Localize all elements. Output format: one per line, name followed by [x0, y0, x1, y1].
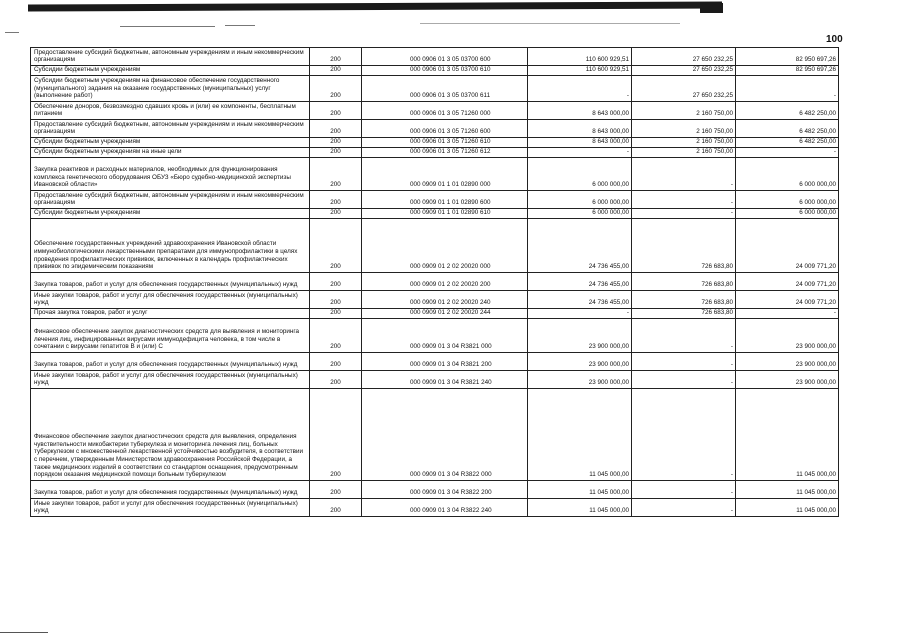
row-name: Иные закупки товаров, работ и услуг для обеспечения государственных (муниципальных) нужд	[31, 499, 310, 517]
budget-classification-code: 000 0906 01 3 05 71260 600	[362, 120, 528, 138]
budget-execution-table	[30, 47, 839, 517]
approved-amount: 6 000 000,00	[528, 209, 632, 219]
table-row	[31, 353, 839, 371]
admin-code: 200	[310, 148, 362, 158]
remaining-amount: 6 000 000,00	[736, 209, 839, 219]
approved-amount: 6 000 000,00	[528, 191, 632, 209]
executed-amount: 27 650 232,25	[632, 66, 736, 76]
approved-amount: 23 900 000,00	[528, 353, 632, 371]
budget-classification-code: 000 0906 01 3 05 71260 612	[362, 148, 528, 158]
admin-code: 200	[310, 219, 362, 273]
remaining-amount: 6 482 250,00	[736, 102, 839, 120]
approved-amount: 11 045 000,00	[528, 481, 632, 499]
budget-classification-code: 000 0909 01 3 04 R3821 200	[362, 353, 528, 371]
executed-amount: 2 160 750,00	[632, 102, 736, 120]
approved-amount: 23 900 000,00	[528, 371, 632, 389]
scan-edge-mark	[700, 3, 723, 13]
admin-code: 200	[310, 291, 362, 309]
row-name: Обеспечение доноров, безвозмездно сдавших кровь и (или) ее компоненты, бесплатным питанием	[31, 102, 310, 120]
remaining-amount: 23 900 000,00	[736, 319, 839, 353]
budget-classification-code: 000 0909 01 2 02 20020 244	[362, 309, 528, 319]
approved-amount: 110 600 929,51	[528, 48, 632, 66]
admin-code: 200	[310, 371, 362, 389]
admin-code: 200	[310, 209, 362, 219]
remaining-amount: -	[736, 148, 839, 158]
row-name: Субсидии бюджетным учреждениям	[31, 138, 310, 148]
executed-amount: -	[632, 319, 736, 353]
admin-code: 200	[310, 309, 362, 319]
page-number: 100	[826, 34, 843, 45]
remaining-amount: 24 009 771,20	[736, 291, 839, 309]
budget-classification-code: 000 0909 01 3 04 R3822 000	[362, 389, 528, 481]
remaining-amount: 82 950 697,26	[736, 48, 839, 66]
remaining-amount: 24 009 771,20	[736, 219, 839, 273]
row-name: Финансовое обеспечение закупок диагностических средств для выявления и мониторинга лечения лиц, инфицированных вирусами иммунодефицита человека, в том числе в сочетании с вирусами гепатитов В и (или) С	[31, 319, 310, 353]
admin-code: 200	[310, 273, 362, 291]
remaining-amount: 6 000 000,00	[736, 191, 839, 209]
executed-amount: -	[632, 499, 736, 517]
row-name: Закупка товаров, работ и услуг для обеспечения государственных (муниципальных) нужд	[31, 481, 310, 499]
admin-code: 200	[310, 138, 362, 148]
approved-amount: 11 045 000,00	[528, 499, 632, 517]
executed-amount: -	[632, 371, 736, 389]
admin-code: 200	[310, 76, 362, 102]
approved-amount: 8 643 000,00	[528, 102, 632, 120]
budget-classification-code: 000 0909 01 2 02 20020 200	[362, 273, 528, 291]
row-name: Закупка реактивов и расходных материалов, необходимых для функционирования комплекса генетического оборудования ОБУЗ «Бюро судебно-медицинской экспертизы Ивановской области»	[31, 158, 310, 191]
executed-amount: 2 160 750,00	[632, 138, 736, 148]
row-name: Предоставление субсидий бюджетным, автономным учреждениям и иным некоммерческим организациям	[31, 120, 310, 138]
executed-amount: -	[632, 158, 736, 191]
admin-code: 200	[310, 48, 362, 66]
remaining-amount: 6 000 000,00	[736, 158, 839, 191]
executed-amount: 726 683,80	[632, 291, 736, 309]
budget-classification-code: 000 0909 01 3 04 R3822 200	[362, 481, 528, 499]
table-row	[31, 191, 839, 209]
scan-artifact	[120, 26, 215, 27]
budget-classification-code: 000 0909 01 1 01 02890 000	[362, 158, 528, 191]
remaining-amount: 6 482 250,00	[736, 138, 839, 148]
remaining-amount: -	[736, 309, 839, 319]
approved-amount: 8 643 000,00	[528, 138, 632, 148]
approved-amount: 11 045 000,00	[528, 389, 632, 481]
approved-amount: 23 900 000,00	[528, 319, 632, 353]
scan-artifact	[420, 23, 680, 24]
table-row	[31, 148, 839, 158]
approved-amount: 6 000 000,00	[528, 158, 632, 191]
admin-code: 200	[310, 389, 362, 481]
table-row	[31, 120, 839, 138]
approved-amount: -	[528, 76, 632, 102]
scan-artifact	[0, 632, 48, 633]
table-row	[31, 102, 839, 120]
table-row	[31, 319, 839, 353]
executed-amount: 726 683,80	[632, 273, 736, 291]
budget-classification-code: 000 0906 01 3 05 03700 611	[362, 76, 528, 102]
row-name: Иные закупки товаров, работ и услуг для обеспечения государственных (муниципальных) нужд	[31, 371, 310, 389]
remaining-amount: 11 045 000,00	[736, 499, 839, 517]
remaining-amount: 11 045 000,00	[736, 481, 839, 499]
executed-amount: 2 160 750,00	[632, 148, 736, 158]
table-row	[31, 209, 839, 219]
row-name: Предоставление субсидий бюджетным, автономным учреждениям и иным некоммерческим организациям	[31, 191, 310, 209]
budget-classification-code: 000 0909 01 3 04 R3821 000	[362, 319, 528, 353]
admin-code: 200	[310, 158, 362, 191]
row-name: Обеспечение государственных учреждений здравоохранения Ивановской области иммунобиологическими лекарственными препаратами для иммунопрофилактики в целях проведения профилактических прививок, включенных в календарь профилактических прививок по эпидемическим показаниям	[31, 219, 310, 273]
row-name: Субсидии бюджетным учреждениям	[31, 66, 310, 76]
remaining-amount: 23 900 000,00	[736, 371, 839, 389]
budget-classification-code: 000 0906 01 3 05 71260 000	[362, 102, 528, 120]
admin-code: 200	[310, 499, 362, 517]
remaining-amount: 82 950 697,26	[736, 66, 839, 76]
table-row	[31, 371, 839, 389]
remaining-amount: -	[736, 76, 839, 102]
table-row	[31, 66, 839, 76]
approved-amount: 8 643 000,00	[528, 120, 632, 138]
table-row	[31, 273, 839, 291]
row-name: Субсидии бюджетным учреждениям	[31, 209, 310, 219]
table-row	[31, 138, 839, 148]
row-name: Субсидии бюджетным учреждениям на иные цели	[31, 148, 310, 158]
approved-amount: -	[528, 148, 632, 158]
budget-classification-code: 000 0909 01 2 02 20020 240	[362, 291, 528, 309]
remaining-amount: 6 482 250,00	[736, 120, 839, 138]
scan-edge-bar	[28, 1, 722, 11]
admin-code: 200	[310, 353, 362, 371]
scan-artifact	[225, 25, 255, 26]
budget-classification-code: 000 0909 01 3 04 R3822 240	[362, 499, 528, 517]
admin-code: 200	[310, 120, 362, 138]
table-row	[31, 389, 839, 481]
table-row	[31, 291, 839, 309]
row-name: Предоставление субсидий бюджетным, автономным учреждениям и иным некоммерческим организациям	[31, 48, 310, 66]
row-name: Финансовое обеспечение закупок диагностических средств для выявления, определения чувствительности микобактерии туберкулеза и мониторинга лечения лиц, больных туберкулезом с множественной лекарственной устойчивостью возбудителя, в соответствии с перечнем, утвержденным Министерством здравоохранения Российской Федерации, а также медицинских изделий в соответствии со стандартом оснащения, предусмотренным порядком оказания медицинской помощи больным туберкулезом	[31, 389, 310, 481]
executed-amount: 27 650 232,25	[632, 48, 736, 66]
remaining-amount: 11 045 000,00	[736, 389, 839, 481]
scan-artifact	[5, 32, 19, 33]
row-name: Закупка товаров, работ и услуг для обеспечения государственных (муниципальных) нужд	[31, 273, 310, 291]
executed-amount: -	[632, 353, 736, 371]
row-name: Субсидии бюджетным учреждениям на финансовое обеспечение государственного (муниципального) задания на оказание государственных (муниципальных) услуг (выполнение работ)	[31, 76, 310, 102]
approved-amount: -	[528, 309, 632, 319]
table-row	[31, 48, 839, 66]
remaining-amount: 23 900 000,00	[736, 353, 839, 371]
approved-amount: 24 736 455,00	[528, 219, 632, 273]
table-row	[31, 499, 839, 517]
row-name: Прочая закупка товаров, работ и услуг	[31, 309, 310, 319]
admin-code: 200	[310, 191, 362, 209]
executed-amount: 726 683,80	[632, 309, 736, 319]
budget-classification-code: 000 0909 01 1 01 02890 600	[362, 191, 528, 209]
budget-classification-code: 000 0906 01 3 05 03700 610	[362, 66, 528, 76]
executed-amount: -	[632, 481, 736, 499]
admin-code: 200	[310, 66, 362, 76]
executed-amount: -	[632, 389, 736, 481]
remaining-amount: 24 009 771,20	[736, 273, 839, 291]
row-name: Иные закупки товаров, работ и услуг для обеспечения государственных (муниципальных) нужд	[31, 291, 310, 309]
executed-amount: -	[632, 191, 736, 209]
table-row	[31, 309, 839, 319]
admin-code: 200	[310, 319, 362, 353]
approved-amount: 24 736 455,00	[528, 273, 632, 291]
budget-classification-code: 000 0909 01 1 01 02890 610	[362, 209, 528, 219]
table-row	[31, 76, 839, 102]
table-row	[31, 481, 839, 499]
executed-amount: 726 683,80	[632, 219, 736, 273]
executed-amount: 2 160 750,00	[632, 120, 736, 138]
table-row	[31, 219, 839, 273]
admin-code: 200	[310, 102, 362, 120]
executed-amount: -	[632, 209, 736, 219]
admin-code: 200	[310, 481, 362, 499]
table-row	[31, 158, 839, 191]
approved-amount: 24 736 455,00	[528, 291, 632, 309]
row-name: Закупка товаров, работ и услуг для обеспечения государственных (муниципальных) нужд	[31, 353, 310, 371]
executed-amount: 27 650 232,25	[632, 76, 736, 102]
budget-classification-code: 000 0909 01 2 02 20020 000	[362, 219, 528, 273]
budget-classification-code: 000 0906 01 3 05 03700 600	[362, 48, 528, 66]
budget-classification-code: 000 0909 01 3 04 R3821 240	[362, 371, 528, 389]
approved-amount: 110 600 929,51	[528, 66, 632, 76]
budget-classification-code: 000 0906 01 3 05 71260 610	[362, 138, 528, 148]
